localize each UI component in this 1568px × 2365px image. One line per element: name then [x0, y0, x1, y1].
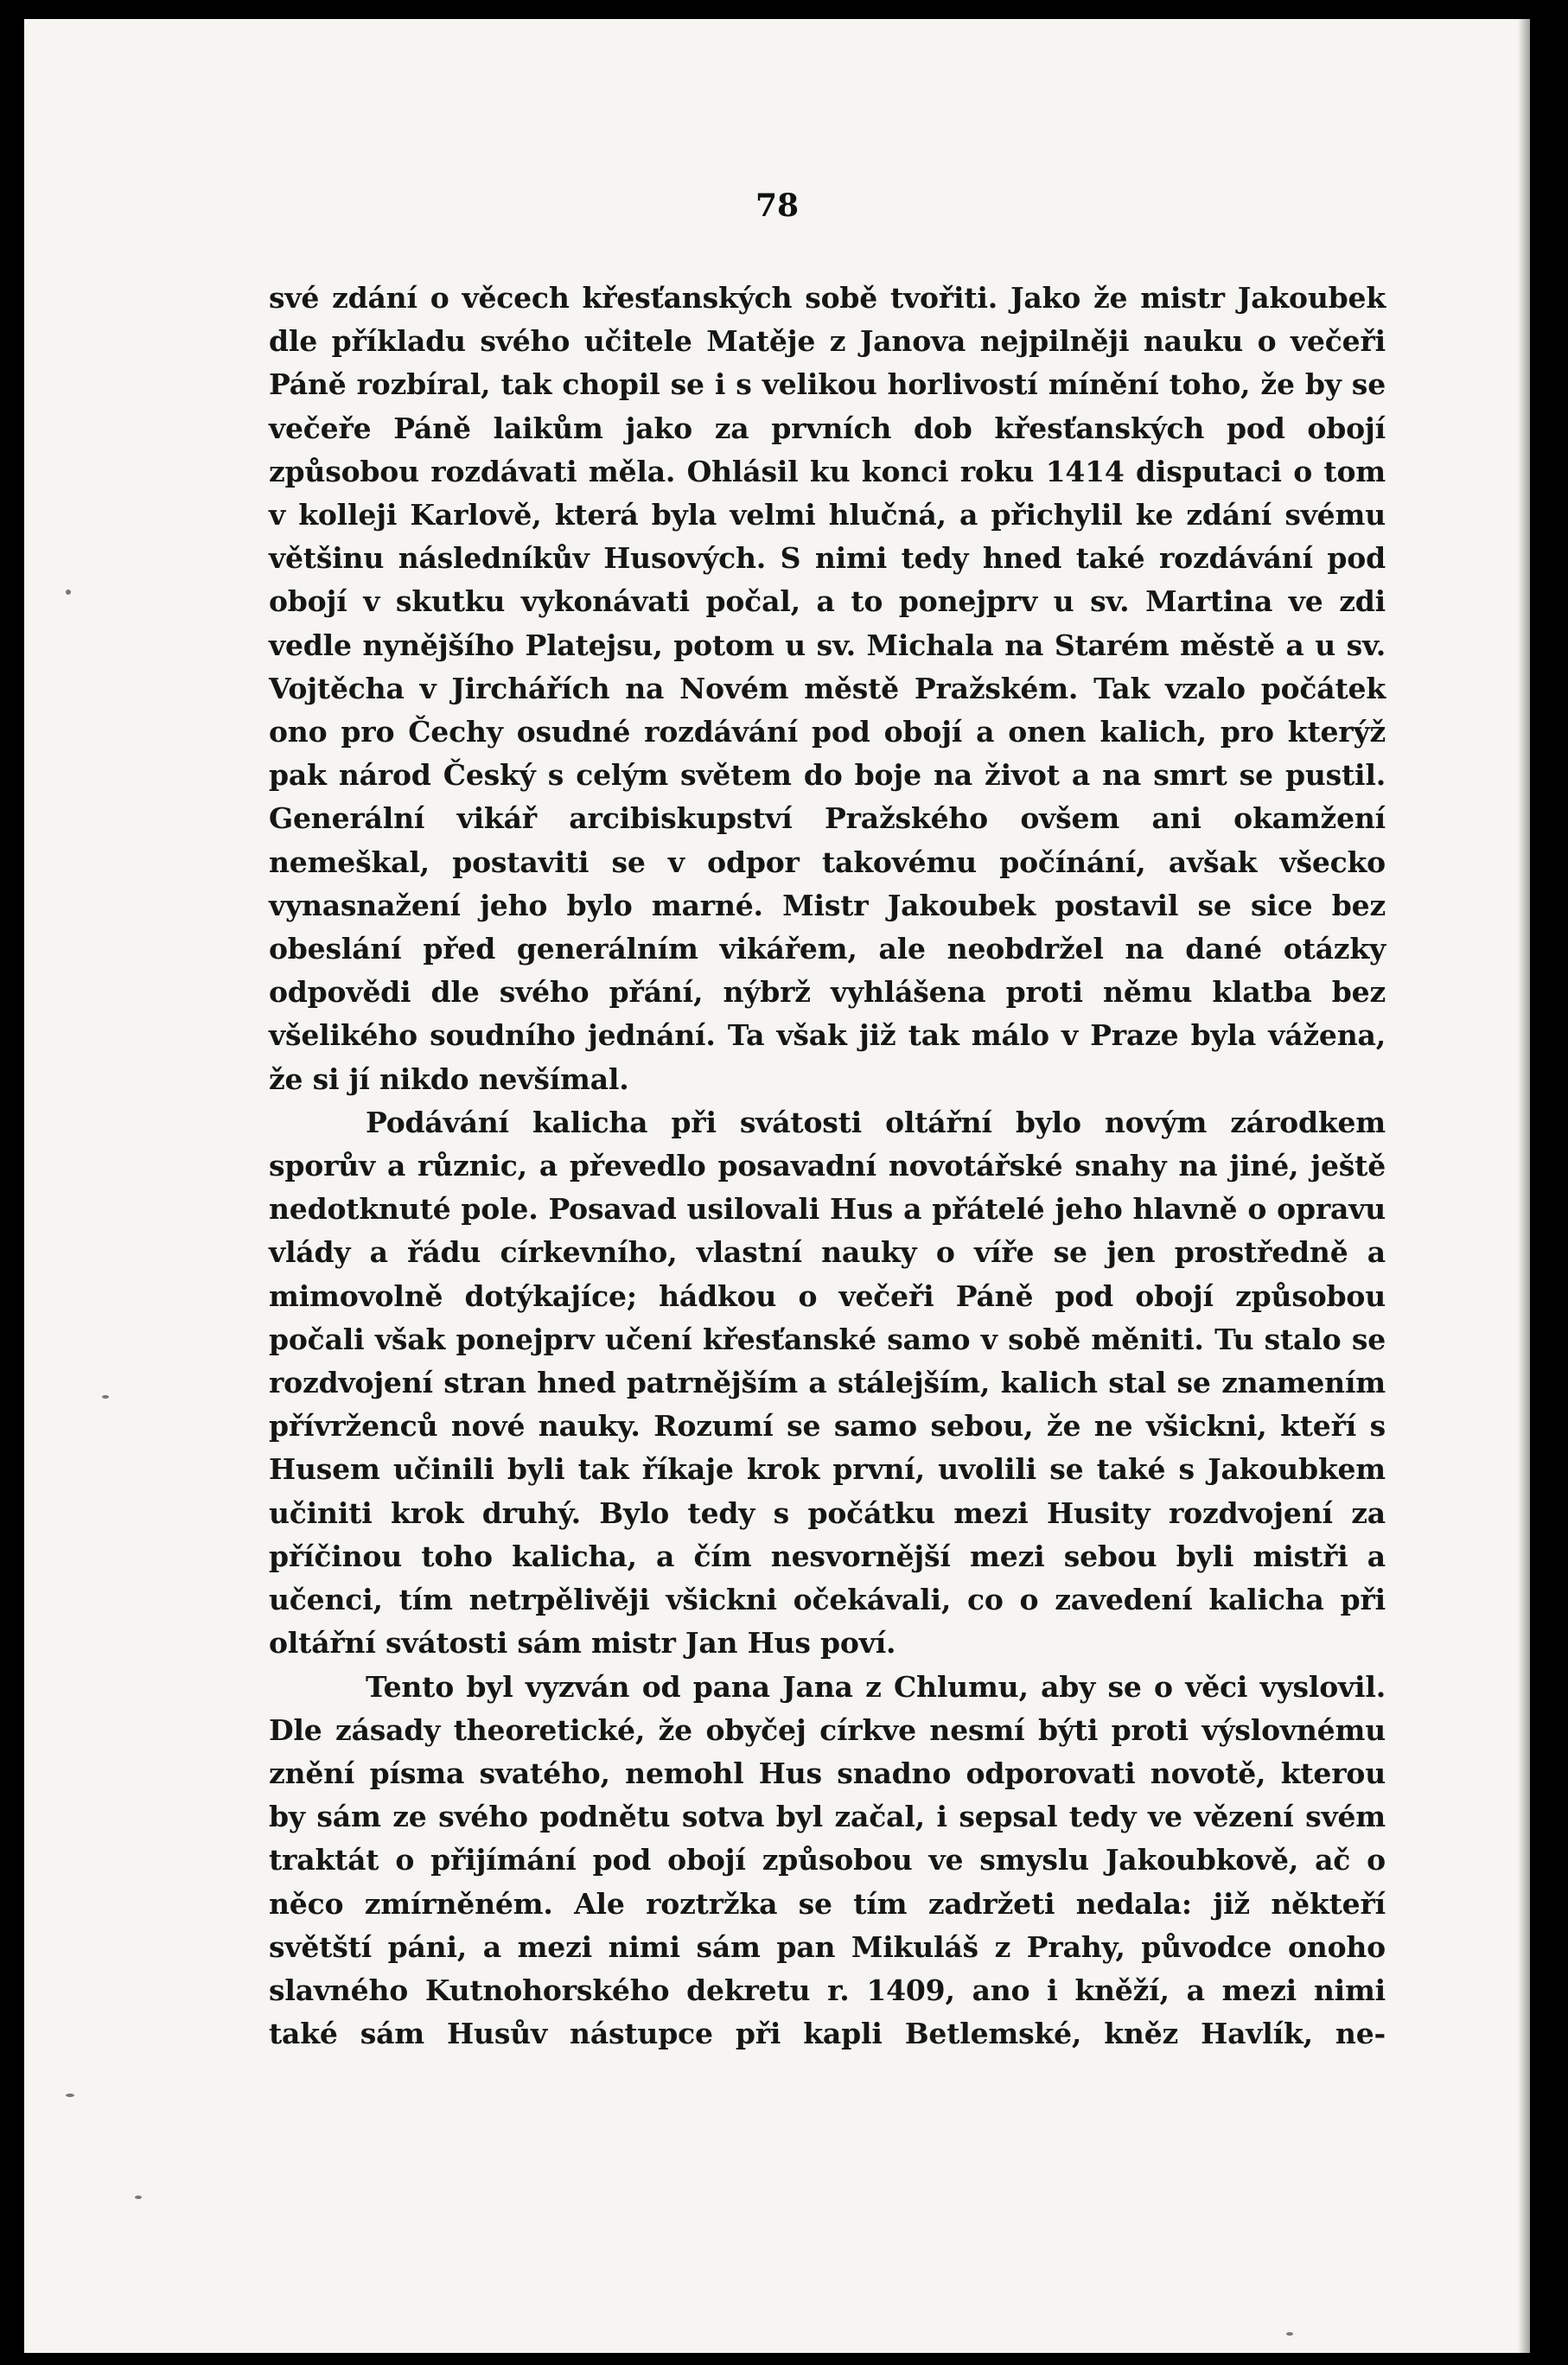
scan-speck: [66, 2094, 74, 2097]
body-text: [269, 277, 1386, 2056]
paragraph-3: Tento byl vyzván od pana Jana z Chlumu, aby se o věci vyslovil. Dle zásady theoretické, že obyčej církve nesmí býti proti výslovnému znění písma svatého, nemohl Hus snadno odporovati novotě, kterou by sám ze svého podnětu sotva byl začal, i sepsal tedy ve vězení svém traktát o přijímání pod obojí způsobou ve smyslu Jakoubkově, ač o něco zmírněném. Ale roztržka se tím zadržeti nedala: již někteří světští páni, a mezi nimi sám pan Mikuláš z Prahy, původce onoho slavného Kutnohorského dekretu r. 1409, ano i kněží, a mezi nimi také sám Husův nástupce při kapli Betlemské, kněz Havlík, ne-: [269, 1669, 1386, 2051]
page-number: 78: [755, 188, 800, 224]
scan-speck: [135, 2196, 142, 2199]
book-page: [24, 19, 1530, 2353]
page-edge-shadow: [1518, 19, 1530, 2353]
paragraph-2: Podávání kalicha při svátosti oltářní bylo novým zárodkem sporův a různic, a převedlo posavadní novotářské snahy na jiné, ještě nedotknuté pole. Posavad usilovali Hus a přátelé jeho hlavně o opravu vlády a řádu církevního, vlastní nauky o víře se jen prostředně a mimovolně dotýkajíce; hádkou o večeři Páně pod obojí způsobou počali však ponejprv učení křesťanské samo v sobě měniti. Tu stalo se rozdvojení stran hned patrnějším a stálejším, kalich stal se znamením přívrženců nové nauky. Rozumí se samo sebou, že ne všickni, kteří s Husem učinili byli tak říkaje krok první, uvolili se také s Jakoubkem učiniti krok druhý. Bylo tedy s počátku mezi Husity rozdvojení za příčinou toho kalicha, a čím nesvornější mezi sebou byli mistři a učenci, tím netrpělivěji všickni očekávali, co o zavedení kalicha při oltářní svátosti sám mistr Jan Hus poví.: [269, 1105, 1386, 1661]
scan-speck: [1286, 2332, 1293, 2336]
scan-speck: [102, 1395, 109, 1399]
paragraph-1: své zdání o věcech křesťanských sobě tvořiti. Jako že mistr Jakoubek dle příkladu svého učitele Matěje z Janova nejpilněji nauku o večeři Páně rozbíral, tak chopil se i s velikou horlivostí mínění toho, že by se večeře Páně laikům jako za prvních dob křesťanských pod obojí způsobou rozdávati měla. Ohlásil ku konci roku 1414 disputaci o tom v kolleji Karlově, která byla velmi hlučná, a přichylil ke zdání svému většinu následníkův Husových. S nimi tedy hned také rozdávání pod obojí v skutku vykonávati počal, a to ponejprv u sv. Martina ve zdi vedle nynějšího Platejsu, potom u sv. Michala na Starém městě a u sv. Vojtěcha v Jirchářích na Novém městě Pražském. Tak vzalo počátek ono pro Čechy osudné rozdávání pod obojí a onen kalich, pro kterýž pak národ Český s celým světem do boje na život a na smrt se pustil. Generální vikář arcibiskupství Pražského ovšem ani okamžení nemeškal, postaviti se v odpor takovému počínání, avšak všecko vynasnažení jeho bylo marné. Mistr Jakoubek postavil se sice bez obeslání před generálním vikářem, ale neobdržel na dané otázky odpovědi dle svého přání, nýbrž vyhlášena proti němu klatba bez všelikého soudního jednání. Ta však již tak málo v Praze byla vážena, že si jí nikdo nevšímal.: [269, 281, 1386, 1096]
scan-speck: [66, 590, 71, 595]
